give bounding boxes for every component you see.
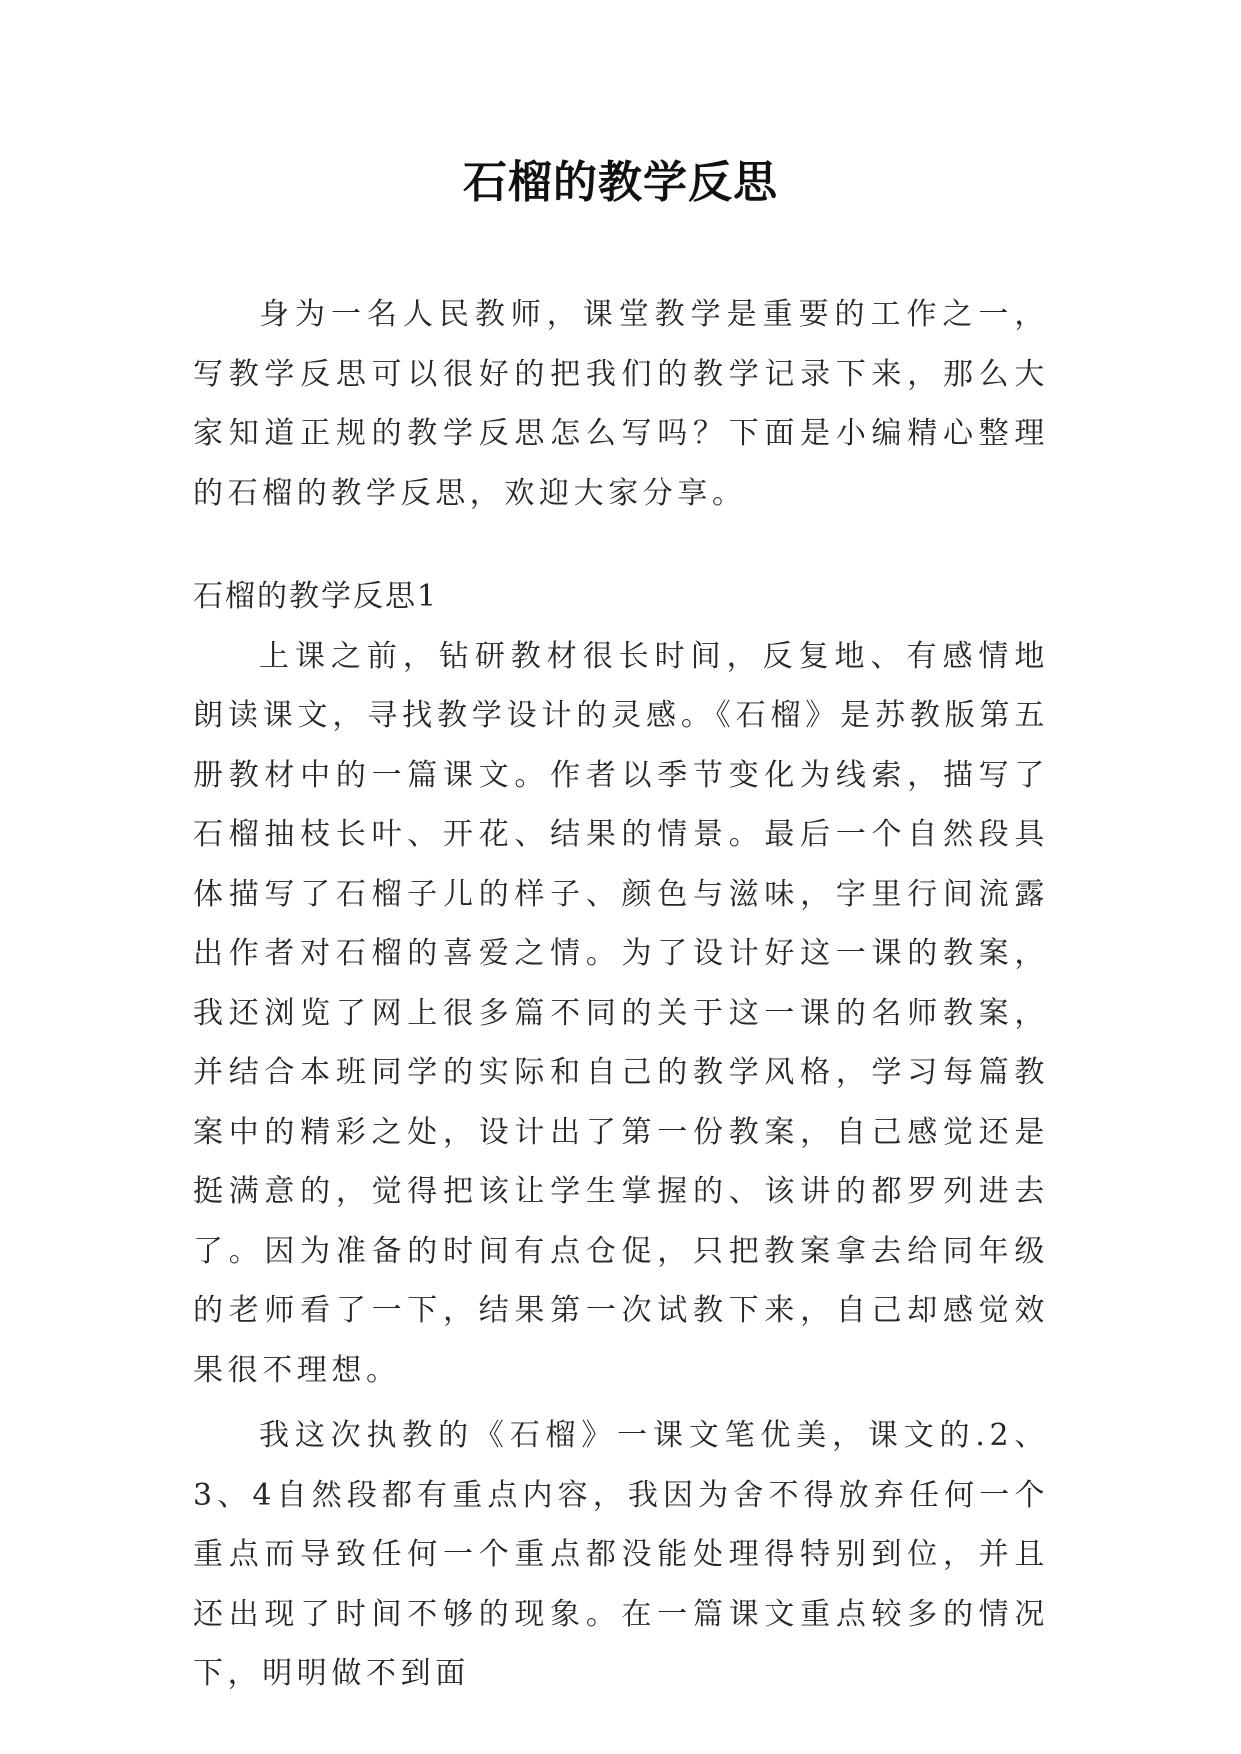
document-body xyxy=(193,285,1049,1704)
body-paragraph-2: 我这次执教的《石榴》一课文笔优美，课文的.2、3、4自然段都有重点内容，我因为舍不得放弃任何一个重点而导致任何一个重点都没能处理得特别到位，并且还出现了时间不够的现象。在一篇课文重点较多的情况下，明明做不到面 xyxy=(193,1418,1049,1691)
body-paragraph-1: 上课之前，钻研教材很长时间，反复地、有感情地朗读课文，寻找教学设计的灵感。《石榴》是苏教版第五册教材中的一篇课文。作者以季节变化为线索，描写了石榴抽枝长叶、开花、结果的情景。最后一个自然段具体描写了石榴子儿的样子、颜色与滋味，字里行间流露出作者对石榴的喜爱之情。为了设计好这一课的教案，我还浏览了网上很多篇不同的关于这一课的名师教案，并结合本班同学的实际和自己的教学风格，学习每篇教案中的精彩之处，设计出了第一份教案，自己感觉还是挺满意的，觉得把该让学生掌握的、该讲的都罗列进去了。因为准备的时间有点仓促，只把教案拿去给同年级的老师看了一下，结果第一次试教下来，自己却感觉效果很不理想。 xyxy=(193,638,1049,1388)
document-title: 石榴的教学反思 xyxy=(463,157,778,208)
intro-paragraph: 身为一名人民教师，课堂教学是重要的工作之一，写教学反思可以很好的把我们的教学记录下来，那么大家知道正规的教学反思怎么写吗？下面是小编精心整理的石榴的教学反思，欢迎大家分享。 xyxy=(193,297,1049,511)
section-1 xyxy=(193,567,1049,1704)
section-heading: 石榴的教学反思1 xyxy=(193,579,439,614)
